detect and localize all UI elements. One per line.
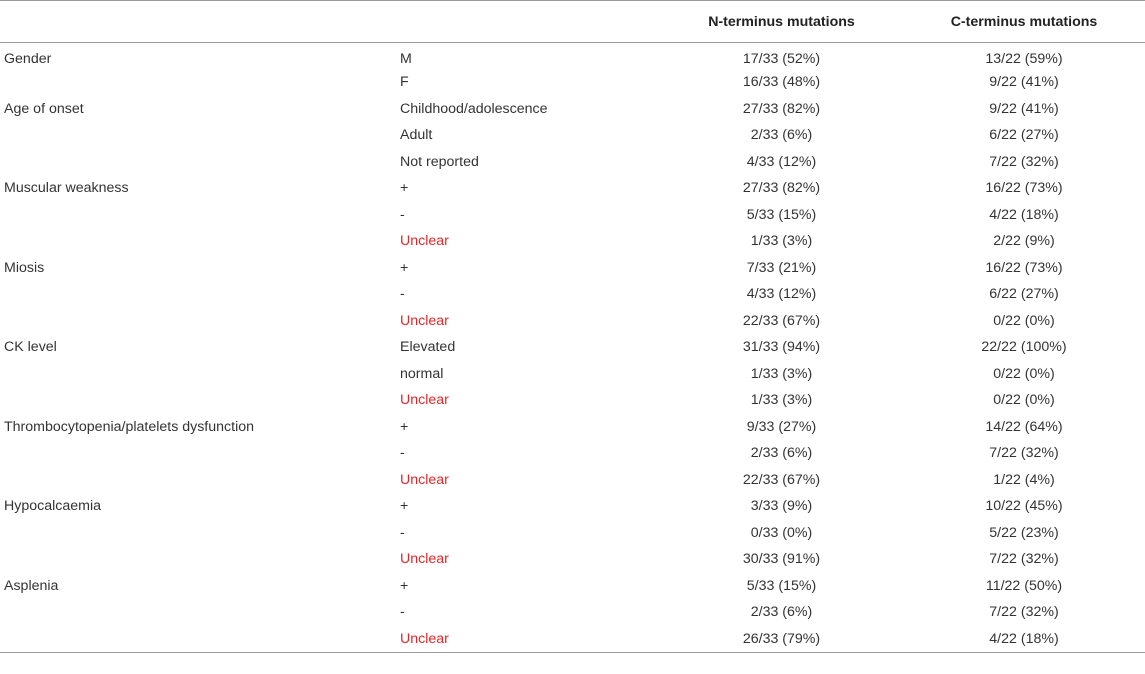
row-parameter [0,440,398,467]
row-parameter [0,387,398,414]
row-n-terminus-value: 9/33 (27%) [746,418,817,435]
row-c-terminus-value: 7/22 (32%) [989,153,1059,170]
row-c-terminus-value: 7/22 (32%) [989,445,1059,462]
row-n-terminus-value: 22/33 (67%) [742,312,821,329]
table-row [0,440,1145,467]
row-n-terminus-value: 7/33 (21%) [746,259,817,276]
row-c-terminus-value: 0/22 (0%) [993,392,1055,409]
row-c-terminus-value: 9/22 (41%) [989,74,1059,91]
row-category: Unclear [400,233,449,250]
row-parameter [0,228,398,255]
row-category: Unclear [400,312,449,329]
row-n-terminus-value: 27/33 (82%) [742,180,821,197]
row-c-terminus-value: 14/22 (64%) [985,418,1063,435]
row-c-terminus-value: 10/22 (45%) [985,498,1063,515]
table-row [0,573,1145,600]
table-row [0,149,1145,176]
row-n-terminus-value: 27/33 (82%) [742,100,821,117]
row-n-terminus-value: 5/33 (15%) [746,206,817,223]
row-c-terminus-value: 5/22 (23%) [989,524,1059,541]
row-c-terminus-value: 0/22 (0%) [993,365,1055,382]
row-parameter [0,520,398,547]
row-c-terminus-value: 11/22 (50%) [985,577,1063,594]
row-category: normal [400,365,444,382]
row-category: + [400,259,409,276]
row-c-terminus-value: 7/22 (32%) [989,551,1059,568]
row-n-terminus-value: 1/33 (3%) [750,233,813,250]
row-c-terminus-value: 13/22 (59%) [985,51,1063,67]
row-c-terminus-value: 7/22 (32%) [989,604,1059,621]
row-n-terminus-value: 0/33 (0%) [750,524,813,541]
row-n-terminus-value: 1/33 (3%) [750,392,813,409]
row-parameter [0,626,398,653]
row-n-terminus-value: 2/33 (6%) [750,445,813,462]
row-c-terminus-value: 4/22 (18%) [903,626,1145,653]
table-row [0,96,1145,123]
row-category: M [400,51,412,67]
row-parameter [0,281,398,308]
table-row [0,281,1145,308]
row-parameter: Asplenia [4,577,59,594]
row-category: Adult [400,127,433,144]
row-parameter: Gender [4,51,52,67]
table-row [0,414,1145,441]
row-category: + [400,418,409,435]
table-row [0,43,1145,70]
row-category: Unclear [400,551,449,568]
header-parameter [0,1,398,43]
row-n-terminus-value: 1/33 (3%) [750,365,813,382]
row-parameter [0,546,398,573]
row-category: + [400,577,409,594]
table-row [0,202,1145,229]
row-parameter [0,149,398,176]
row-c-terminus-value: 4/22 (18%) [989,206,1059,223]
row-category: - [400,524,405,541]
row-n-terminus-value: 4/33 (12%) [746,153,817,170]
table-row [0,228,1145,255]
row-category: - [400,604,405,621]
row-category: Not reported [400,153,479,170]
row-c-terminus-value: 2/22 (9%) [993,233,1055,250]
row-parameter [0,122,398,149]
row-n-terminus-value: 5/33 (15%) [746,577,817,594]
table-header [0,1,1145,43]
row-n-terminus-value: 17/33 (52%) [742,51,821,67]
row-parameter [0,361,398,388]
row-parameter: Age of onset [4,100,84,117]
table-row [0,122,1145,149]
row-c-terminus-value: 6/22 (27%) [989,286,1059,303]
row-category: - [400,445,405,462]
row-n-terminus-value: 2/33 (6%) [750,127,813,144]
table-row [0,599,1145,626]
table-row [0,308,1145,335]
row-parameter: Muscular weakness [4,180,129,197]
row-parameter [0,599,398,626]
row-n-terminus-value: 30/33 (91%) [742,551,821,568]
row-parameter: Thrombocytopenia/platelets dysfunction [4,418,254,435]
row-n-terminus-value: 3/33 (9%) [750,498,813,515]
row-category: Unclear [400,392,449,409]
table-row [0,255,1145,282]
row-n-terminus-value: 16/33 (48%) [742,74,821,91]
row-category: Unclear [398,626,660,653]
table-row [0,175,1145,202]
row-category: + [400,180,409,197]
row-c-terminus-value: 9/22 (41%) [989,100,1059,117]
table-row [0,361,1145,388]
row-category: F [400,74,409,91]
row-n-terminus-value: 31/33 (94%) [742,339,821,356]
row-category: - [400,286,405,303]
table-body [0,43,1145,653]
table-row [0,626,1145,653]
table-row [0,467,1145,494]
row-c-terminus-value: 0/22 (0%) [993,312,1055,329]
row-parameter: Hypocalcaemia [4,498,101,515]
row-c-terminus-value: 16/22 (73%) [985,259,1063,276]
row-parameter [0,467,398,494]
header-category [398,1,660,43]
row-c-terminus-value: 6/22 (27%) [989,127,1059,144]
row-parameter [0,308,398,335]
row-c-terminus-value: 16/22 (73%) [985,180,1063,197]
row-n-terminus-value: 4/33 (12%) [746,286,817,303]
table-row [0,334,1145,361]
row-parameter [0,69,398,96]
row-parameter: Miosis [4,259,45,276]
table-row [0,546,1145,573]
row-n-terminus-value: 2/33 (6%) [750,604,813,621]
header-row [0,1,1145,43]
header-n-terminus: N-terminus mutations [660,1,903,43]
row-category: Elevated [400,339,456,356]
row-category: Unclear [400,471,449,488]
row-category: - [400,206,405,223]
row-n-terminus-value: 26/33 (79%) [660,626,903,653]
table-row [0,493,1145,520]
row-parameter [0,202,398,229]
header-c-terminus: C-terminus mutations [903,1,1145,43]
row-c-terminus-value: 1/22 (4%) [993,471,1055,488]
table-row [0,520,1145,547]
row-category: + [400,498,409,515]
table-row [0,387,1145,414]
table-row [0,69,1145,96]
row-n-terminus-value: 22/33 (67%) [742,471,821,488]
row-c-terminus-value: 22/22 (100%) [981,339,1067,356]
row-parameter: CK level [4,339,57,356]
row-category: Childhood/adolescence [400,100,548,117]
